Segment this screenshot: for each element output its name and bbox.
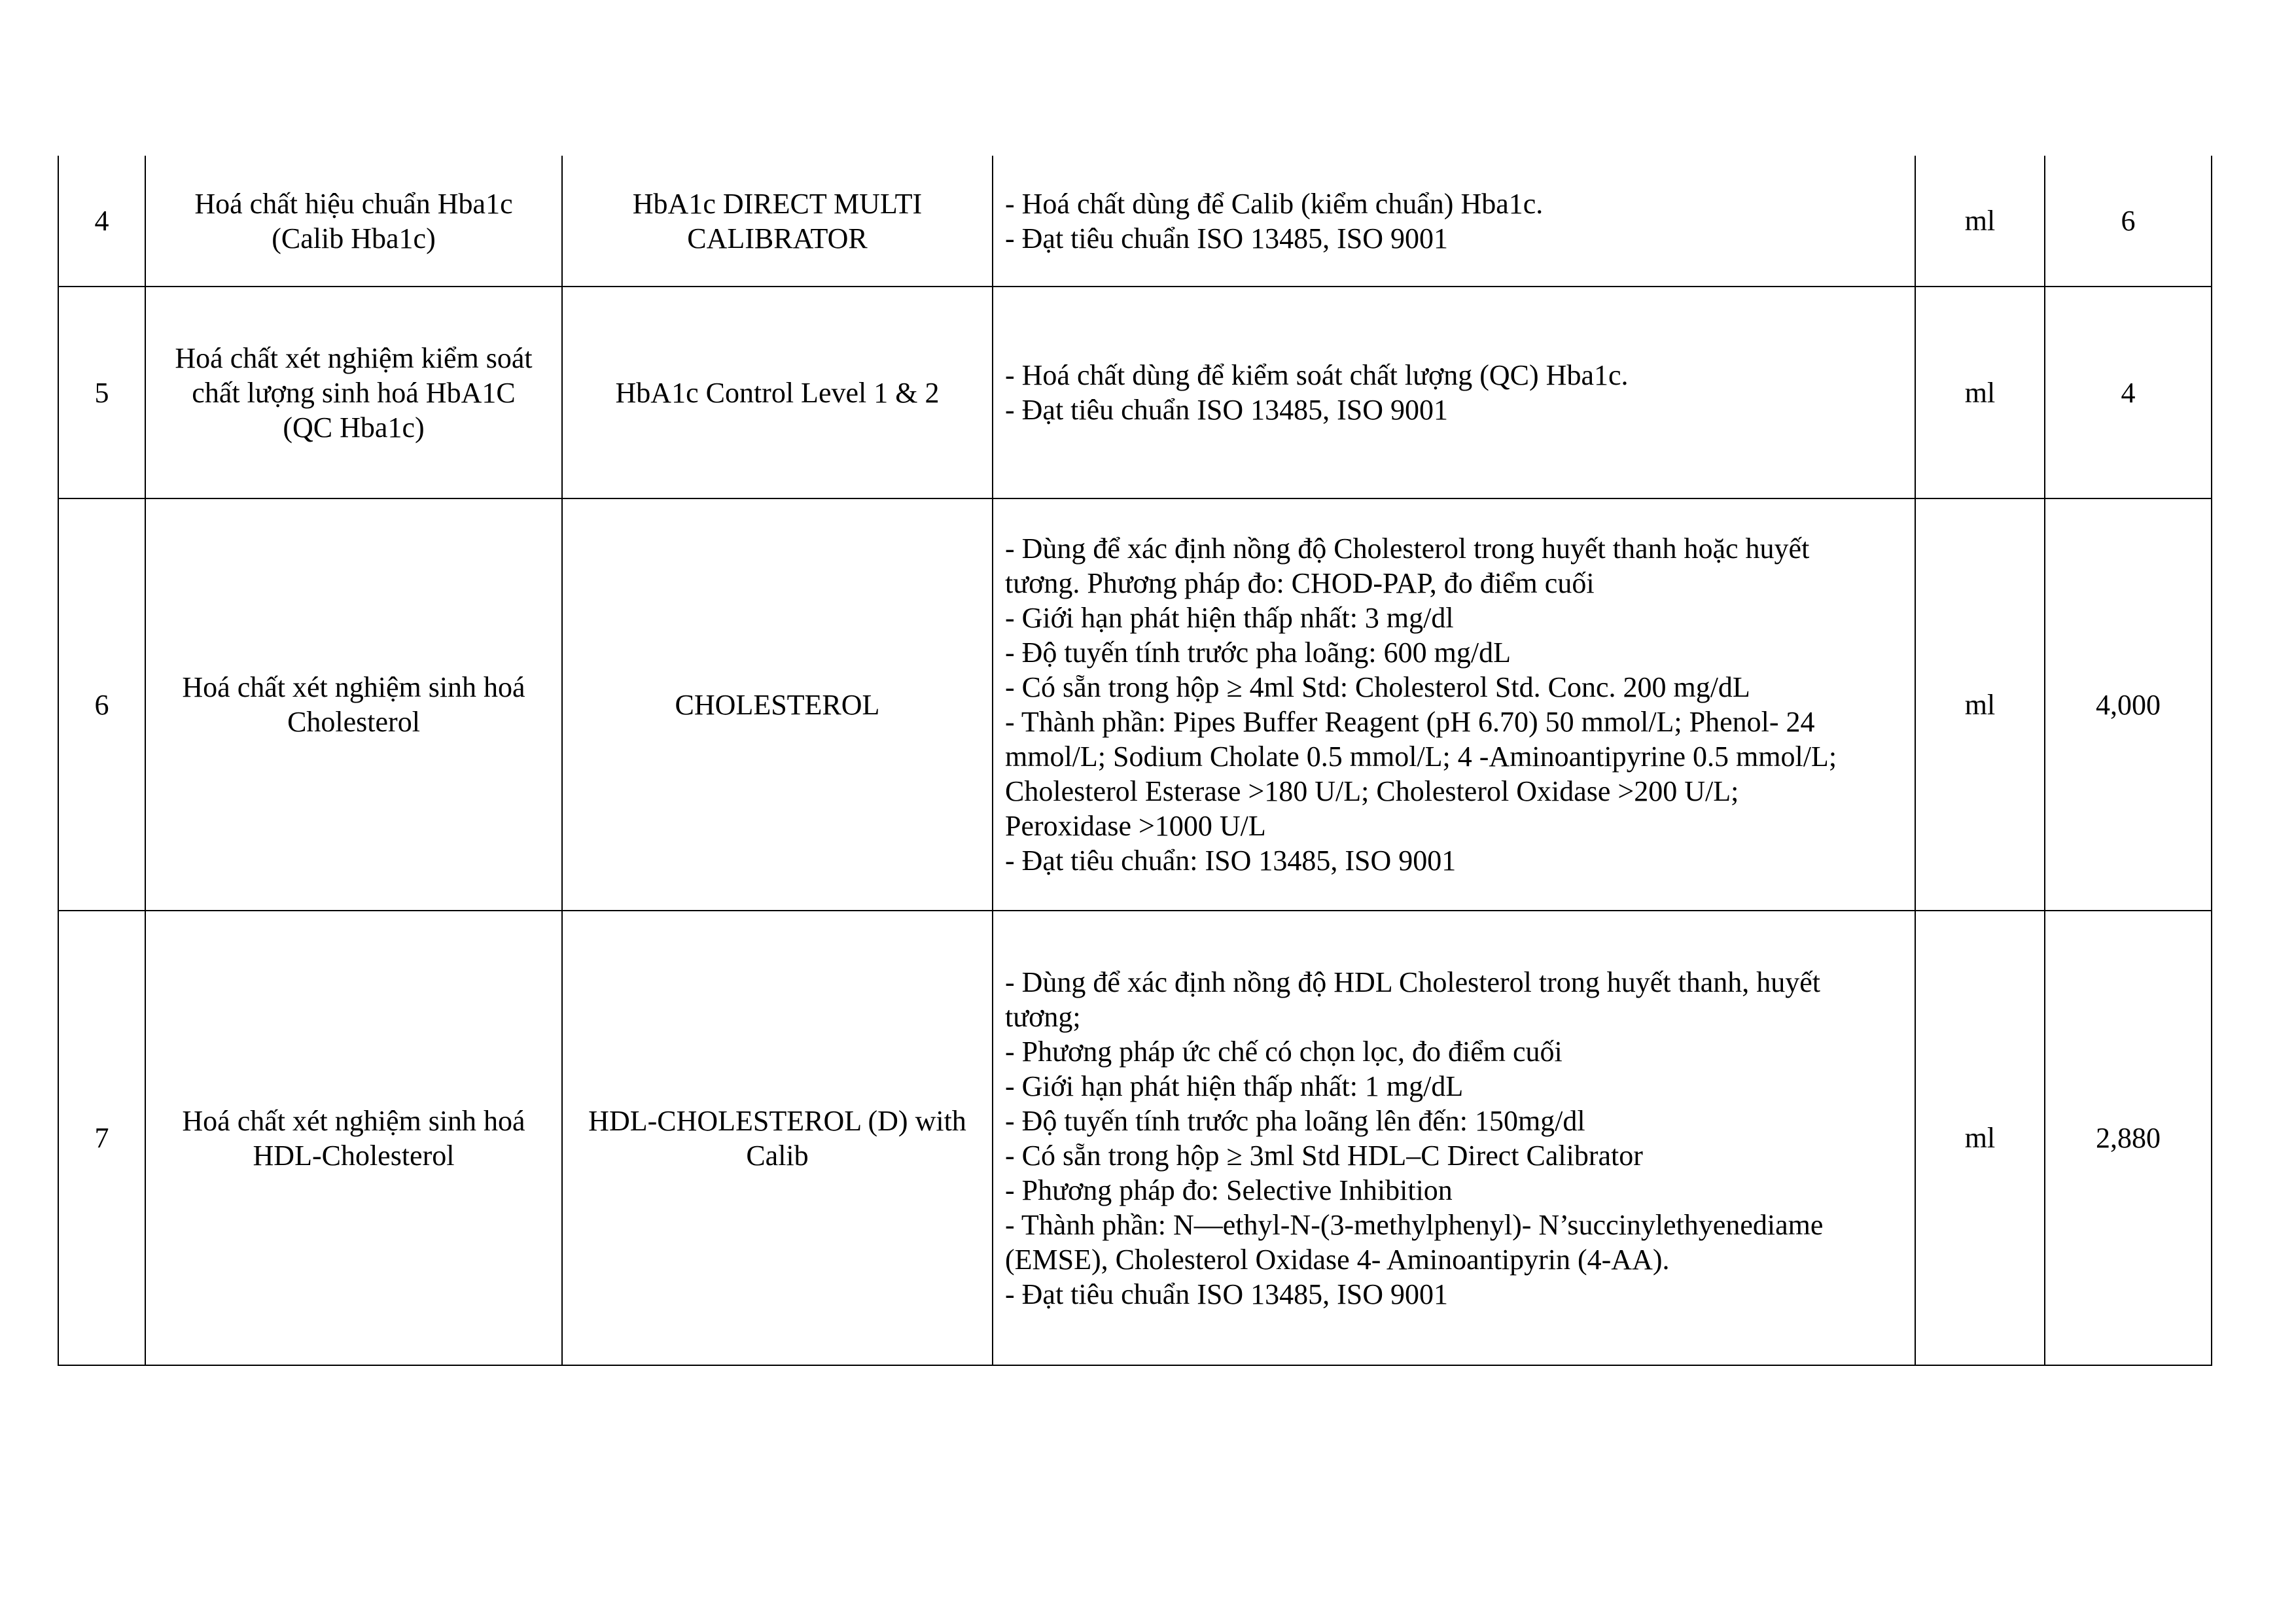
row-number: 6 [58, 498, 145, 911]
product-name-line: HbA1c Control Level 1 & 2 [615, 376, 940, 409]
quantity: 4,000 [2045, 498, 2212, 911]
description-line: - Độ tuyến tính trước pha loãng lên đến: 150mg/dl [1005, 1104, 1585, 1137]
item-name-line: Hoá chất xét nghiệm sinh hoá [182, 1104, 525, 1137]
table-row [58, 287, 2212, 498]
description-line: mmol/L; Sodium Cholate 0.5 mmol/L; 4 -Aminoantipyrine 0.5 mmol/L; [1005, 741, 1837, 773]
quantity: 4 [2045, 287, 2212, 498]
description-line: tương. Phương pháp đo: CHOD-PAP, đo điểm cuối [1005, 567, 1595, 599]
unit: ml [1915, 498, 2045, 911]
description-line: - Dùng để xác định nồng độ Cholesterol trong huyết thanh hoặc huyết [1005, 532, 1810, 565]
product-name [562, 498, 993, 911]
description-line: - Dùng để xác định nồng độ HDL Cholesterol trong huyết thanh, huyết [1005, 966, 1821, 998]
item-name [145, 911, 562, 1365]
technical-description [993, 911, 1915, 1365]
description-line: Cholesterol Esterase >180 U/L; Cholesterol Oxidase >200 U/L; [1005, 775, 1739, 807]
product-name [562, 287, 993, 498]
product-name-line: CALIBRATOR [687, 222, 868, 254]
description-line: Peroxidase >1000 U/L [1005, 810, 1266, 842]
description-line: - Thành phần: N—ethyl-N-(3-methylphenyl)- N’succinylethyenediame [1005, 1208, 1824, 1241]
row-number: 7 [58, 911, 145, 1365]
description-line: - Đạt tiêu chuẩn ISO 13485, ISO 9001 [1005, 394, 1449, 426]
description-line: - Có sẵn trong hộp ≥ 3ml Std HDL–C Direct Calibrator [1005, 1139, 1643, 1172]
table-row [58, 911, 2212, 1365]
technical-description [993, 287, 1915, 498]
description-line: (EMSE), Cholesterol Oxidase 4- Aminoantipyrin (4-AA). [1005, 1243, 1670, 1276]
unit: ml [1915, 911, 2045, 1365]
item-name-line: Hoá chất xét nghiệm kiểm soát [175, 341, 533, 374]
description-line: - Hoá chất dùng để kiểm soát chất lượng (QC) Hba1c. [1005, 359, 1629, 391]
technical-description [993, 498, 1915, 911]
description-line: - Đạt tiêu chuẩn: ISO 13485, ISO 9001 [1005, 845, 1457, 877]
description-line: - Phương pháp ức chế có chọn lọc, đo điểm cuối [1005, 1035, 1563, 1068]
quantity: 6 [2045, 156, 2212, 287]
unit: ml [1915, 156, 2045, 287]
quantity: 2,880 [2045, 911, 2212, 1365]
technical-description [993, 156, 1915, 287]
product-name-line: HbA1c DIRECT MULTI [632, 187, 923, 220]
product-name-line: HDL-CHOLESTEROL (D) with [588, 1104, 966, 1137]
row-number: 5 [58, 287, 145, 498]
row-number: 4 [58, 156, 145, 287]
product-name-line: CHOLESTEROL [675, 688, 880, 721]
description-line: - Giới hạn phát hiện thấp nhất: 3 mg/dl [1005, 602, 1454, 634]
item-name [145, 287, 562, 498]
item-name-line: (QC Hba1c) [283, 411, 425, 444]
description-line: - Phương pháp đo: Selective Inhibition [1005, 1174, 1453, 1206]
item-name-line: chất lượng sinh hoá HbA1C [192, 376, 516, 409]
description-line: - Độ tuyến tính trước pha loãng: 600 mg/dL [1005, 637, 1511, 669]
item-name-line: (Calib Hba1c) [272, 222, 436, 254]
item-name-line: Cholesterol [287, 706, 420, 738]
specification-table [58, 156, 2212, 1366]
product-name [562, 156, 993, 287]
description-line: - Đạt tiêu chuẩn ISO 13485, ISO 9001 [1005, 222, 1449, 254]
item-name [145, 498, 562, 911]
item-name-line: Hoá chất xét nghiệm sinh hoá [182, 671, 525, 703]
item-name [145, 156, 562, 287]
product-name-line: Calib [746, 1139, 809, 1172]
description-line: - Hoá chất dùng để Calib (kiểm chuẩn) Hba1c. [1005, 187, 1544, 220]
description-line: - Thành phần: Pipes Buffer Reagent (pH 6.70) 50 mmol/L; Phenol- 24 [1005, 706, 1815, 738]
table-row [58, 498, 2212, 911]
item-name-line: HDL-Cholesterol [253, 1139, 455, 1172]
description-line: tương; [1005, 1000, 1081, 1033]
product-name [562, 911, 993, 1365]
table-row [58, 156, 2212, 287]
unit: ml [1915, 287, 2045, 498]
description-line: - Có sẵn trong hộp ≥ 4ml Std: Cholesterol Std. Conc. 200 mg/dL [1005, 671, 1750, 703]
description-line: - Giới hạn phát hiện thấp nhất: 1 mg/dL [1005, 1070, 1464, 1102]
item-name-line: Hoá chất hiệu chuẩn Hba1c [194, 187, 513, 220]
description-line: - Đạt tiêu chuẩn ISO 13485, ISO 9001 [1005, 1278, 1449, 1310]
